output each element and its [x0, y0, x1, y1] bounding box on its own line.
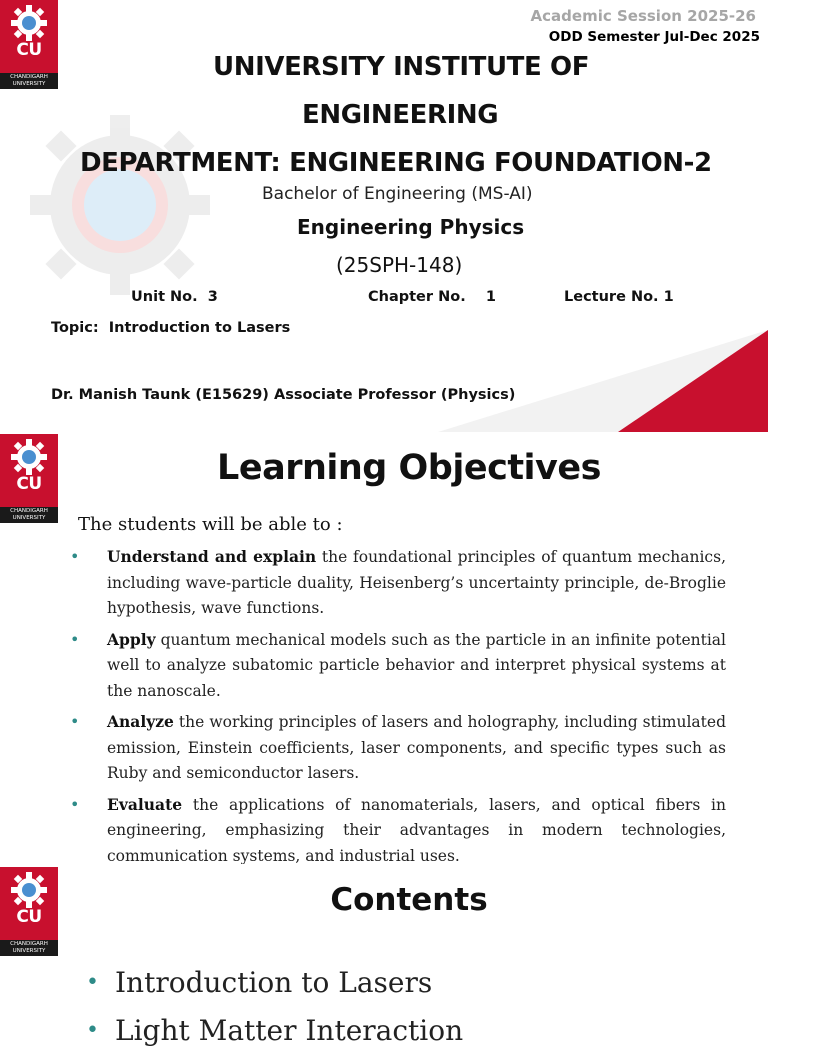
- objective-text: the foundational principles of quantum mechanics, including wave-particle duality, Heisenberg’s uncertainty principle, de-Broglie hypothesis, wave functions.: [107, 548, 726, 617]
- list-item: [86, 966, 432, 999]
- bullet-icon: •: [70, 629, 80, 649]
- author-info: Dr. Manish Taunk (E15629) Associate Professor (Physics): [51, 387, 516, 403]
- contents-item-text: Light Matter Interaction: [114, 1014, 464, 1047]
- university-logo: [0, 0, 58, 89]
- list-item: [70, 709, 726, 787]
- lecture-number: Lecture No. 1: [564, 289, 674, 305]
- bullet-icon: •: [86, 970, 99, 995]
- course-code: (25SPH-148): [336, 253, 463, 277]
- institute-title-line2: ENGINEERING: [302, 100, 499, 130]
- subject-name: Engineering Physics: [297, 215, 525, 239]
- gear-globe-watermark-icon: [10, 105, 250, 305]
- red-corner-triangle: [618, 330, 768, 432]
- objective-text: the working principles of lasers and holography, including stimulated emission, Einstein coefficients, laser components, and specific types such as Ruby and semiconductor lasers.: [107, 713, 726, 782]
- slide-title: Contents: [330, 882, 488, 918]
- program-name: Bachelor of Engineering (MS-AI): [262, 184, 533, 204]
- objective-text: the applications of nanomaterials, lasers, and optical fibers in engineering, emphasizing their advantages in modern technologies, communication systems, and industrial uses.: [107, 795, 726, 865]
- slide-title: Learning Objectives: [217, 448, 601, 488]
- list-item: [70, 627, 726, 705]
- objectives-intro: The students will be able to :: [78, 514, 343, 535]
- objective-lead: Evaluate: [107, 794, 183, 814]
- logo-text: CU: [16, 40, 42, 60]
- objective-text: quantum mechanical models such as the particle in an infinite potential well to analyze subatomic particle behavior and interpret physical systems at the nanoscale.: [107, 630, 726, 700]
- bullet-icon: •: [86, 1018, 99, 1043]
- unit-number: Unit No. 3: [131, 289, 218, 305]
- lecture-topic: Topic: Introduction to Lasers: [51, 320, 291, 336]
- bullet-icon: •: [70, 547, 80, 566]
- objective-lead: Apply: [107, 629, 156, 649]
- bullet-icon: •: [70, 712, 80, 731]
- objectives-list: [70, 544, 726, 874]
- learning-objectives-slide: [0, 432, 768, 864]
- list-item: [70, 792, 726, 870]
- logo-text: CU: [16, 474, 42, 494]
- chapter-number: Chapter No. 1: [368, 289, 496, 305]
- semester-label: ODD Semester Jul-Dec 2025: [548, 29, 760, 45]
- contents-item-text: Introduction to Lasers: [114, 966, 433, 999]
- objective-lead: Analyze: [107, 712, 174, 731]
- department-title: DEPARTMENT: ENGINEERING FOUNDATION-2: [80, 148, 712, 178]
- logo-text: CU: [16, 907, 42, 927]
- objective-lead: Understand and explain: [107, 547, 317, 566]
- bullet-icon: •: [70, 794, 80, 814]
- institute-title-line1: UNIVERSITY INSTITUTE OF: [213, 52, 590, 82]
- logo-university-name: CHANDIGARH UNIVERSITY: [0, 73, 58, 89]
- contents-slide: [0, 864, 768, 1047]
- title-slide: [0, 0, 768, 432]
- logo-university-name: CHANDIGARH UNIVERSITY: [0, 507, 58, 523]
- list-item: [86, 1014, 463, 1047]
- list-item: [70, 544, 726, 622]
- gear-icon: [10, 4, 48, 42]
- academic-session: Academic Session 2025-26: [530, 7, 756, 25]
- logo-university-name: CHANDIGARH UNIVERSITY: [0, 940, 58, 956]
